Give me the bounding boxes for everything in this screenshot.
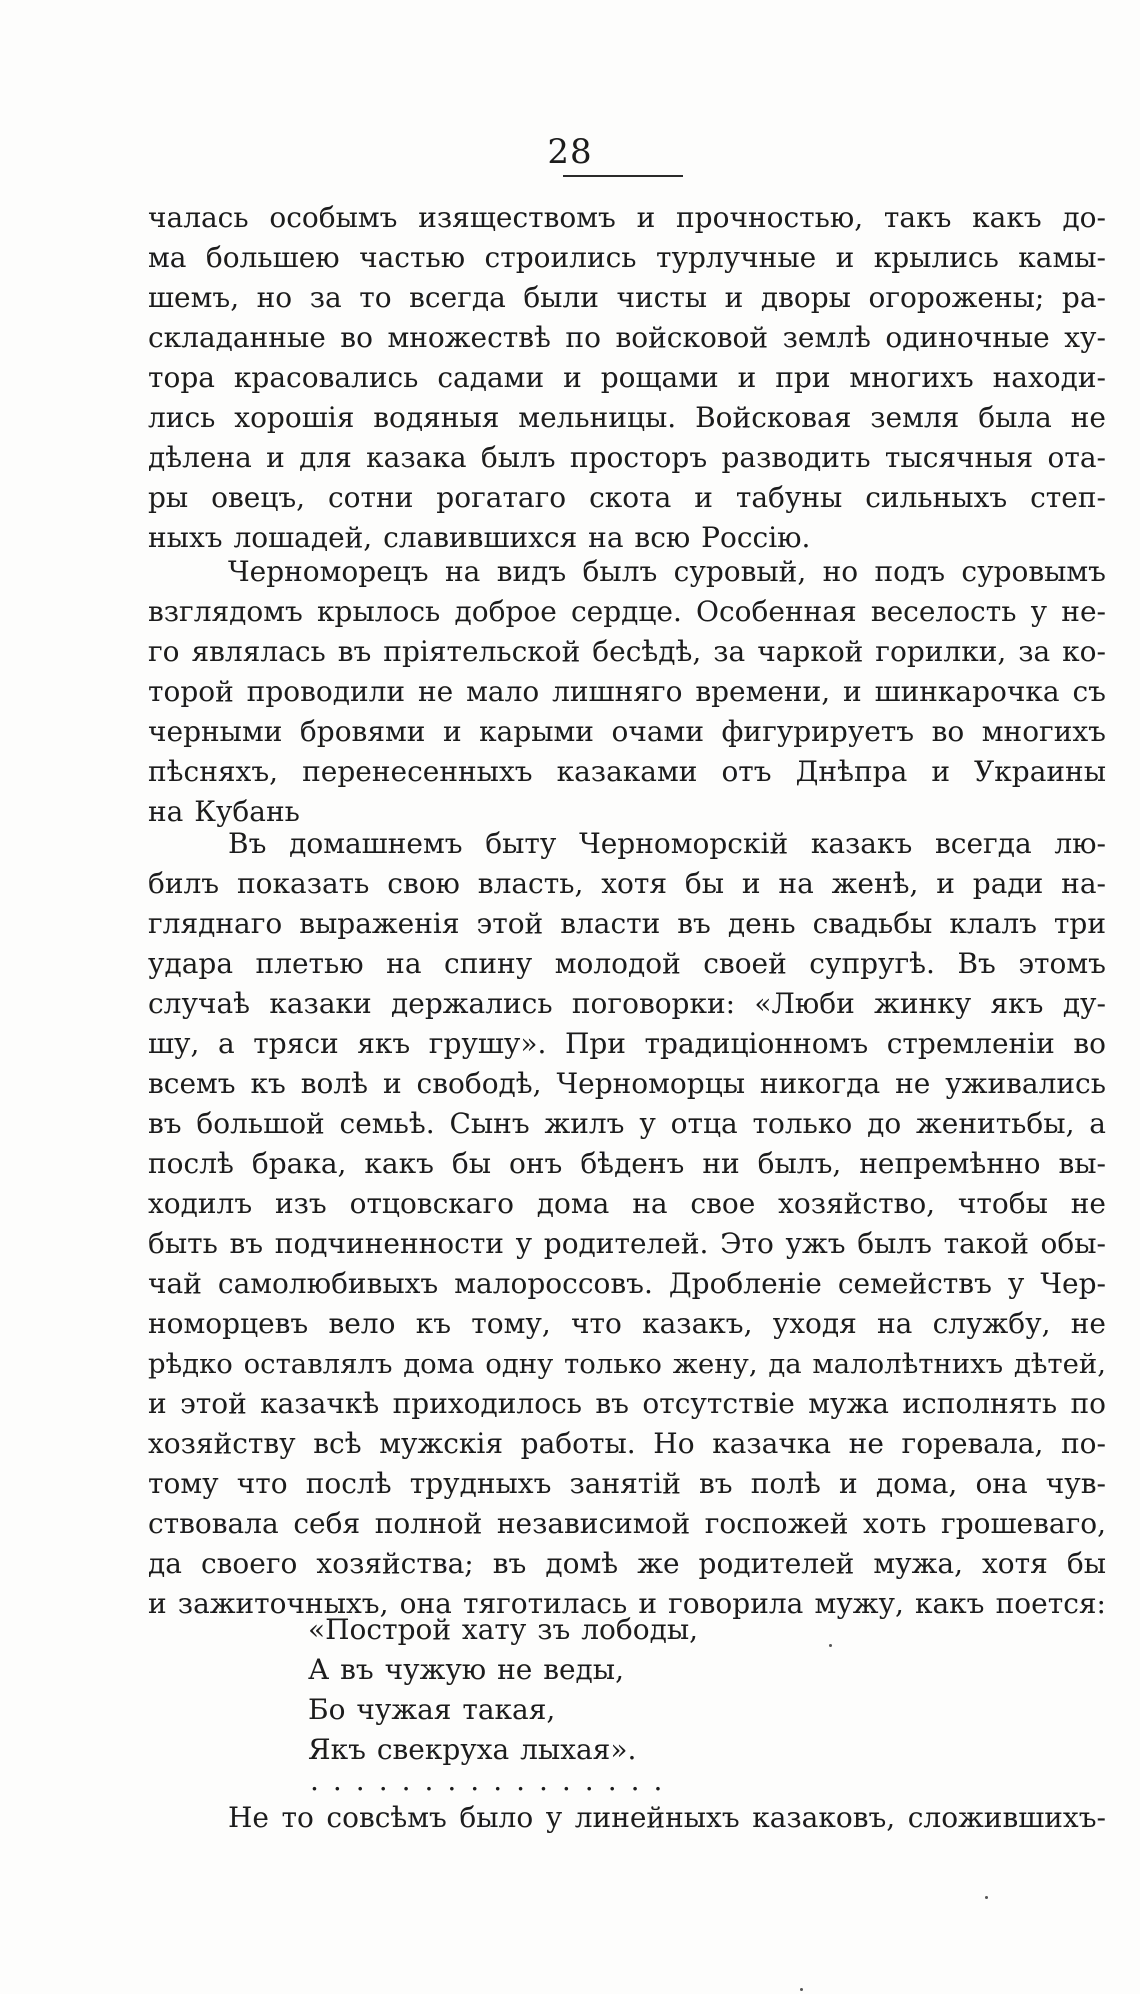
poem-line: Якъ свекруха лыхая».	[308, 1733, 637, 1766]
text-line: взглядомъ крылось доброе сердце. Особенная веселость у не-	[148, 595, 1106, 628]
text-line: рѣдко оставлялъ дома одну только жену, да малолѣтнихъ дѣтей,	[148, 1348, 1106, 1380]
text-line: гляднаго выраженія этой власти въ день свадьбы клалъ три	[148, 907, 1106, 940]
poem-quote	[308, 1610, 868, 1770]
text-line: Въ домашнемъ быту Черноморскій казакъ всегда лю-	[228, 827, 1106, 860]
text-line: быть въ подчиненности у родителей. Это ужъ былъ такой обы-	[148, 1227, 1106, 1260]
text-line: всемъ къ волѣ и свободѣ, Черноморцы никогда не уживались	[148, 1067, 1106, 1100]
text-line: складанные во множествѣ по войсковой землѣ одиночные ху-	[148, 321, 1106, 354]
text-line: Черноморецъ на видъ былъ суровый, но подъ суровымъ	[228, 555, 1106, 588]
text-line: хозяйству всѣ мужскія работы. Но казачка не горевала, по-	[148, 1427, 1106, 1460]
text-line: торой проводили не мало лишняго времени, и шинкарочка съ	[148, 675, 1106, 708]
text-line: ры овецъ, сотни рогатаго скота и табуны сильныхъ степ-	[148, 481, 1106, 514]
text-line: черными бровями и карыми очами фигурируетъ во многихъ	[148, 715, 1106, 748]
text-line: ствовала себя полной независимой госпожей хоть грошеваго,	[148, 1507, 1106, 1540]
poem-line: Бо чужая такая,	[308, 1693, 556, 1726]
text-line: го являлась въ пріятельской бесѣдѣ, за чаркой горилки, за ко-	[148, 635, 1106, 668]
page-number-rule	[563, 175, 683, 177]
text-line: Не то совсѣмъ было у линейныхъ казаковъ, сложившихъ-	[228, 1801, 1106, 1834]
text-line: ныхъ лошадей, славившихся на всю Россію.	[148, 521, 811, 554]
text-line: лись хорошія водяныя мельницы. Войсковая земля была не	[148, 401, 1106, 434]
text-line: пѣсняхъ, перенесенныхъ казаками отъ Днѣпра и Украины	[148, 755, 1106, 788]
text-line: билъ показать свою власть, хотя бы и на женѣ, и ради на-	[148, 867, 1106, 900]
text-line: случаѣ казаки держались поговорки: «Люби жинку якъ ду-	[148, 987, 1106, 1020]
scan-speck	[800, 1988, 803, 1991]
scan-speck	[985, 1896, 988, 1899]
text-line: ходилъ изъ отцовскаго дома на свое хозяйство, чтобы не	[148, 1187, 1106, 1220]
text-line: чай самолюбивыхъ малороссовъ. Дробленіе семействъ у Чер-	[148, 1267, 1106, 1300]
page-number: 28	[547, 132, 593, 172]
paragraph-4	[148, 1798, 1106, 1838]
text-line: тора красовались садами и рощами и при многихъ находи-	[148, 361, 1106, 394]
text-line: удара плетью на спину молодой своей супругѣ. Въ этомъ	[148, 947, 1106, 980]
text-line: да своего хозяйства; въ домѣ же родителей мужа, хотя бы	[148, 1547, 1106, 1580]
paragraph-3	[148, 824, 1106, 1624]
text-line: и этой казачкѣ приходилось въ отсутствіе мужа исполнять по	[148, 1387, 1106, 1420]
text-line: въ большой семьѣ. Сынъ жилъ у отца только до женитьбы, а	[148, 1107, 1106, 1140]
text-line: тому что послѣ трудныхъ занятій въ полѣ и дома, она чув-	[148, 1467, 1106, 1500]
text-line: номорцевъ вело къ тому, что казакъ, уходя на службу, не	[148, 1307, 1106, 1340]
text-line: шемъ, но за то всегда были чисты и дворы огорожены; ра-	[148, 281, 1106, 314]
text-line: дѣлена и для казака былъ просторъ разводить тысячныя ота-	[148, 441, 1106, 474]
ellipsis-divider: ................	[310, 1764, 677, 1797]
text-line: послѣ брака, какъ бы онъ бѣденъ ни былъ, непремѣнно вы-	[148, 1147, 1106, 1180]
paragraph-2	[148, 552, 1106, 832]
text-line: чалась особымъ изяществомъ и прочностью, такъ какъ до-	[148, 201, 1106, 234]
text-line: шу, а тряси якъ грушу». При традиціонномъ стремленіи во	[148, 1027, 1106, 1060]
text-line: и зажиточныхъ, она тяготилась и говорила мужу, какъ поется:	[148, 1587, 1106, 1620]
paragraph-1	[148, 198, 1106, 558]
poem-line: «Построй хату зъ лободы,	[308, 1613, 699, 1646]
text-line: на Кубань	[148, 795, 300, 828]
poem-line: А въ чужую не веды,	[308, 1653, 624, 1686]
text-line: ма большею частью строились турлучные и крылись камы-	[148, 241, 1106, 274]
scan-speck	[829, 1644, 832, 1647]
